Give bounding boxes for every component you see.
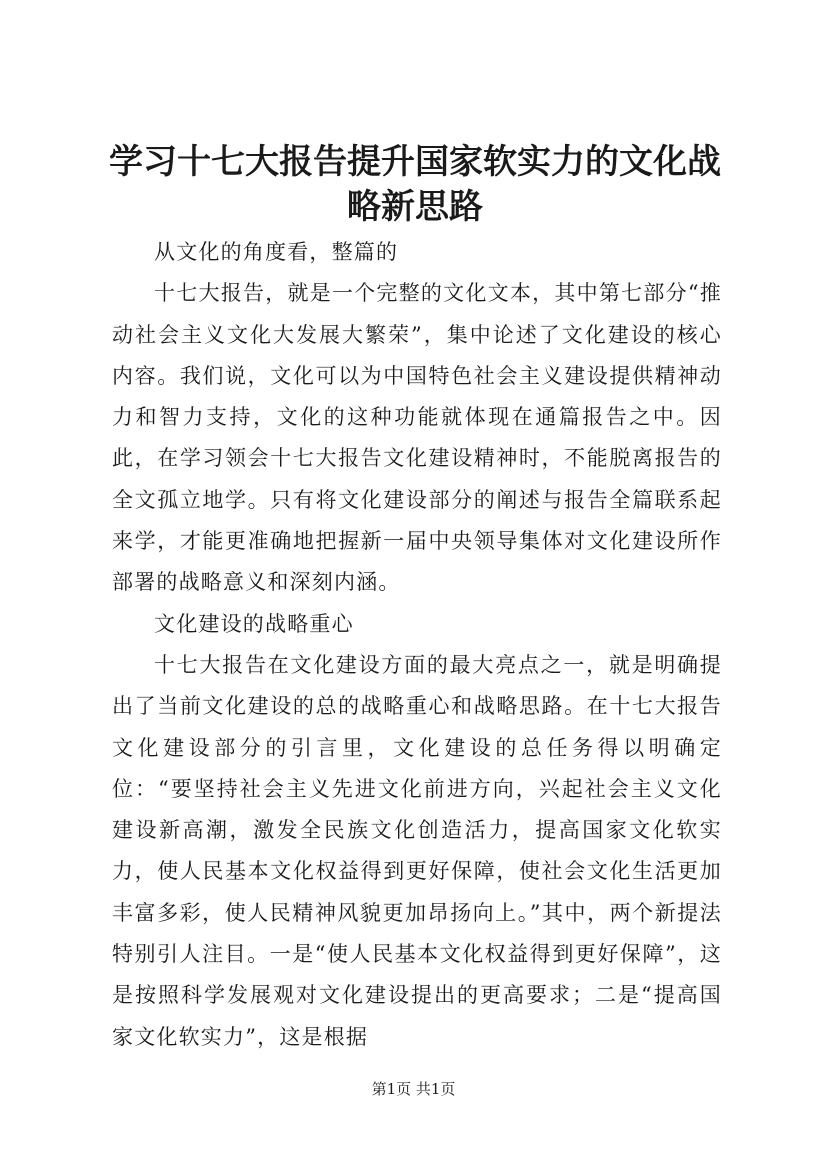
body-paragraph: 十七大报告在文化建设方面的最大亮点之一，就是明确提出了当前文化建设的总的战略重心和战略思路。在十七大报告文化建设部分的引言里，文化建设的总任务得以明确定位：“要坚持社会主义先进文化前进方向，兴起社会主义文化建设新高潮，激发全民族文化创造活力，提高国家文化软实力，使人民基本文化权益得到更好保障，使社会文化生活更加丰富多彩，使人民精神风貌更加昂扬向上。”其中，两个新提法特别引人注目。一是“使人民基本文化权益得到更好保障”，这是按照科学发展观对文化建设提出的更高要求；二是“提高国家文化软实力”，这是根据 xyxy=(112,652,722,1049)
body-paragraph: 十七大报告，就是一个完整的文化文本，其中第七部分“推动社会主义文化大发展大繁荣”，集中论述了文化建设的核心内容。我们说，文化可以为中国特色社会主义建设提供精神动力和智力支持，文化的这种功能就体现在通篇报告之中。因此，在学习领会十七大报告文化建设精神时，不能脱离报告的全文孤立地学。只有将文化建设部分的阐述与报告全篇联系起来学，才能更准确地把握新一届中央领导集体对文化建设所作部署的战略意义和深刻内涵。 xyxy=(112,281,722,595)
document-title: 学习十七大报告提升国家软实力的文化战略新思路 xyxy=(109,142,721,227)
document-body xyxy=(112,232,722,1058)
section-heading: 文化建设的战略重心 xyxy=(154,611,354,636)
body-paragraph: 从文化的角度看，整篇的 xyxy=(154,240,399,264)
page-footer: 第1页 共1页 xyxy=(371,1080,456,1098)
